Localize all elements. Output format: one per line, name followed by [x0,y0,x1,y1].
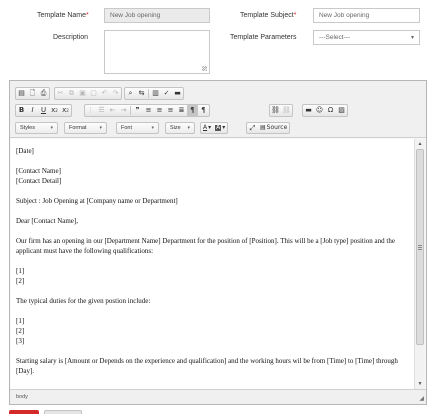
content-contact-detail: [Contact Detail] [16,177,62,185]
content-contact-block [16,166,408,186]
content-duties: The typical duties for the given postion include: [16,297,151,305]
basic-styles-group [15,104,72,117]
unlink-icon[interactable]: ⛓ [282,106,291,114]
cut-icon[interactable]: ✂ [57,89,64,97]
indent-icon[interactable]: ⇥ [120,106,127,114]
template-name-field[interactable] [104,8,210,23]
content-paragraph-opening: Our firm has an opening in our [Department Name] Department for the position of [Position]. This will be a [Job type] position and the applicant must have the following qualifications: [16,237,395,255]
form-icon[interactable]: ▬ [174,89,181,97]
chevron-down-icon: ▾ [187,125,190,131]
content-salary: Starting salary is [Amount or Depends on the experience and qualification] and the working hours wil be from [Time] to [Time] through [Day]. [16,357,398,375]
blockquote-icon[interactable]: ❞ [135,106,140,114]
maximize-icon[interactable]: ⤢ [249,123,256,132]
paste-text-icon[interactable]: ▢ [90,89,97,97]
ltr-icon[interactable]: ¶ [187,105,198,116]
replace-icon[interactable]: ⇆ [138,89,145,97]
tools-group [246,122,290,134]
content-qualifications-list [16,266,408,286]
styles-label: Styles [20,125,35,131]
format-dropdown[interactable] [64,122,107,134]
horizontal-rule-icon[interactable]: ▬ [305,106,312,114]
chevron-down-icon: ▾ [151,125,154,131]
bold-icon[interactable]: B [18,106,25,114]
justify-icon[interactable]: ≣ [178,106,185,114]
outdent-icon[interactable]: ⇤ [109,106,116,114]
document-group [15,87,50,100]
font-label: Font [121,125,133,131]
scroll-down-icon[interactable]: ▼ [417,381,423,387]
link-icon[interactable]: ⛓ [271,106,280,114]
save-template-button[interactable] [9,410,39,414]
template-parameters-select[interactable] [313,30,420,45]
content-contact-name: [Contact Name] [16,167,61,175]
copy-icon[interactable]: ⧉ [69,89,74,97]
bulleted-list-icon[interactable]: ☰ [98,106,105,114]
rich-text-editor [9,80,427,405]
special-char-icon[interactable]: Ω [327,106,334,114]
template-parameters-value: ---Select--- [319,34,351,41]
editor-statusbar [10,389,426,404]
resize-grip-icon[interactable] [202,66,207,71]
editing-group [124,87,184,100]
template-name-label: Template Name* [37,12,89,19]
save-icon[interactable]: ▤ [18,89,25,97]
content-list-item: [2] [16,327,25,335]
description-label: Description [53,34,89,41]
styles-dropdown[interactable] [15,122,58,134]
subscript-icon[interactable]: x 2 [51,106,58,114]
template-parameters-label: Template Parameters [230,34,297,41]
image-icon[interactable]: ▨ [338,106,345,114]
content-list-item: [3] [16,337,25,345]
separator [148,89,149,98]
editor-toolbar [10,81,426,138]
align-right-icon[interactable]: ≡ [167,106,174,114]
element-path[interactable]: body [16,394,28,400]
content-date: [Date] [16,147,34,155]
font-dropdown[interactable] [116,122,159,134]
text-color-icon[interactable]: A ▾ [203,124,212,131]
content-list-item: [2] [16,277,25,285]
editor-scrollbar[interactable] [414,139,425,389]
format-label: Format [69,125,87,131]
paste-icon[interactable]: ▣ [79,89,86,97]
template-name-value: New Job opening [110,12,161,19]
find-icon[interactable]: ⌕ [128,89,133,97]
undo-icon[interactable]: ↶ [101,89,108,97]
scrollbar-thumb[interactable] [416,149,424,345]
new-page-icon[interactable]: 🗋 [29,89,36,97]
select-all-icon[interactable]: ▥ [152,89,159,97]
superscript-icon[interactable]: x 2 [62,106,69,114]
content-subject: Subject : Job Opening at [Company name or Department] [16,197,178,205]
source-icon: ▤ [260,124,266,131]
separator [130,106,131,115]
chevron-down-icon: ▾ [99,125,102,131]
links-group [269,104,293,117]
bg-color-icon[interactable]: A ▾ [216,124,226,131]
clipboard-group [54,87,122,100]
resize-handle-icon[interactable]: ◢ [419,396,424,402]
redo-icon[interactable]: ↷ [112,89,119,97]
smiley-icon[interactable]: ☺ [315,106,324,114]
template-subject-value: New Job opening [319,12,370,19]
numbered-list-icon[interactable]: ⋮ [87,106,94,114]
content-greeting: Dear [Contact Name], [16,217,78,225]
content-list-item: [1] [16,267,25,275]
template-subject-field[interactable] [313,8,420,23]
source-label: Source [266,124,288,131]
description-textarea[interactable] [104,30,210,74]
underline-icon[interactable]: U [40,106,47,114]
cancel-button[interactable] [44,410,82,414]
template-subject-label: Template Subject* [240,12,297,19]
italic-icon[interactable]: I [31,106,34,114]
content-list-item: [1] [16,317,25,325]
chevron-down-icon: ▾ [50,125,53,131]
chevron-down-icon: ▾ [410,35,414,41]
spellcheck-icon[interactable]: ✓ [163,89,170,97]
colors-group [200,122,228,134]
align-center-icon[interactable]: ≡ [156,106,163,114]
paragraph-group [84,104,210,117]
size-dropdown[interactable] [165,122,195,134]
preview-icon[interactable]: ⎙ [40,89,47,97]
align-left-icon[interactable]: ≡ [145,106,152,114]
rtl-icon[interactable]: ¶ [201,106,206,114]
source-button[interactable] [258,123,289,134]
size-label: Size [170,125,181,131]
insert-group [302,104,348,117]
scroll-up-icon[interactable]: ▲ [417,141,423,147]
content-duties-list [16,316,408,346]
editor-content[interactable] [11,139,414,389]
